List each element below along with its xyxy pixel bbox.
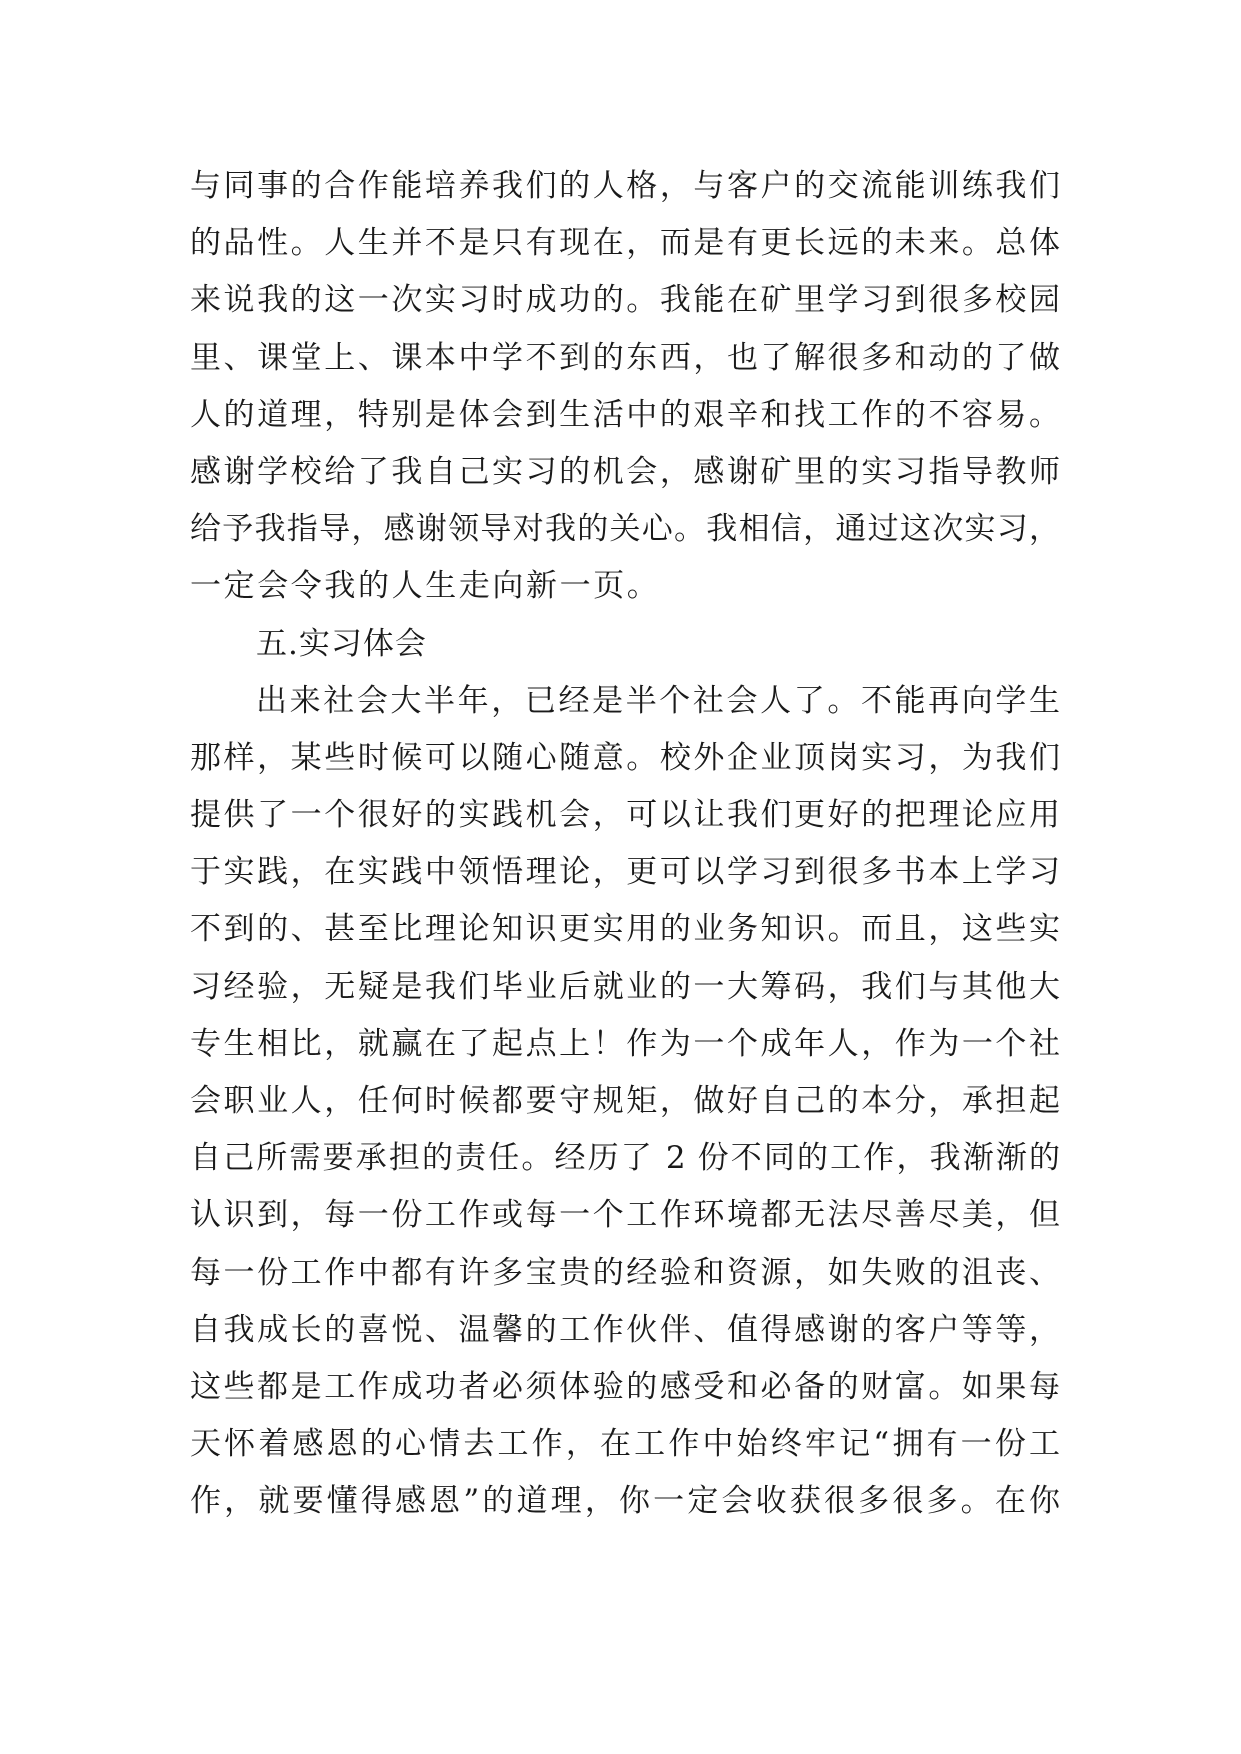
text-line: 这些都是工作成功者必须体验的感受和必备的财富。如果每 (190, 1368, 1060, 1405)
text-line: 提供了一个很好的实践机会，可以让我们更好的把理论应用 (190, 797, 1060, 834)
text-line: 来说我的这一次实习时成功的。我能在矿里学习到很多校园 (190, 282, 1060, 319)
paragraph-2 (190, 673, 1060, 1531)
paragraph-1 (190, 158, 1060, 616)
text-line: 出来社会大半年，已经是半个社会人了。不能再向学生 (256, 682, 1060, 719)
text-line: 人的道理，特别是体会到生活中的艰辛和找工作的不容易。 (190, 396, 1060, 433)
section-heading: 五.实习体会 (256, 625, 427, 662)
text-line: 给予我指导，感谢领导对我的关心。我相信，通过这次实习， (190, 511, 1060, 548)
text-line: 一定会令我的人生走向新一页。 (190, 568, 661, 605)
text-line: 天怀着感恩的心情去工作，在工作中始终牢记“拥有一份工 (190, 1426, 1060, 1463)
text-line: 与同事的合作能培养我们的人格，与客户的交流能训练我们 (190, 168, 1060, 204)
text-line: 那样，某些时候可以随心随意。校外企业顶岗实习，为我们 (190, 739, 1060, 776)
text-line: 里、课堂上、课本中学不到的东西，也了解很多和动的了做 (190, 339, 1060, 376)
document-body (190, 158, 1060, 1531)
text-line: 作，就要懂得感恩”的道理，你一定会收获很多很多。在你 (190, 1483, 1060, 1520)
text-line: 专生相比，就赢在了起点上！作为一个成年人，作为一个社 (190, 1025, 1060, 1062)
text-line: 习经验，无疑是我们毕业后就业的一大筹码，我们与其他大 (190, 968, 1060, 1005)
text-line: 自我成长的喜悦、温馨的工作伙伴、值得感谢的客户等等， (190, 1311, 1060, 1348)
text-line: 于实践，在实践中领悟理论，更可以学习到很多书本上学习 (190, 854, 1060, 891)
text-line: 不到的、甚至比理论知识更实用的业务知识。而且，这些实 (190, 911, 1060, 948)
text-line: 感谢学校给了我自己实习的机会，感谢矿里的实习指导教师 (190, 453, 1060, 490)
text-line: 自己所需要承担的责任。经历了 2 份不同的工作，我渐渐的 (190, 1140, 1060, 1177)
text-line: 每一份工作中都有许多宝贵的经验和资源，如失败的沮丧、 (190, 1254, 1060, 1291)
text-line: 会职业人，任何时候都要守规矩，做好自己的本分，承担起 (190, 1083, 1060, 1119)
text-line: 认识到，每一份工作或每一个工作环境都无法尽善尽美，但 (190, 1197, 1060, 1234)
text-line: 的品性。人生并不是只有现在，而是有更长远的未来。总体 (190, 225, 1060, 262)
